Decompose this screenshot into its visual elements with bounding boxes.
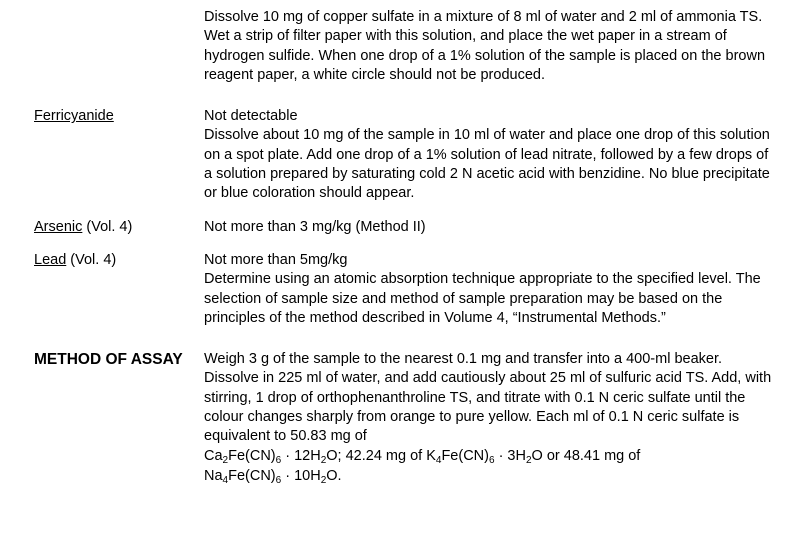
spacer	[34, 204, 776, 218]
entry-method-of-assay	[34, 350, 776, 487]
formula-line-1	[204, 447, 776, 467]
entry-ferricyanide	[34, 107, 776, 203]
formula-part: · 10H	[281, 467, 321, 484]
spacer	[34, 85, 776, 107]
entry-line: Not detectable	[204, 108, 298, 125]
formula-part: · 12H	[281, 447, 321, 464]
formula-line-2	[204, 467, 776, 487]
intro-paragraph-block	[204, 8, 776, 85]
entry-label-method-of-assay	[34, 350, 204, 369]
formula-part: Fe(CN)	[228, 467, 276, 484]
formula-subscript: 4	[435, 454, 442, 466]
entry-label-text: METHOD OF ASSAY	[34, 351, 183, 369]
entry-body-method-of-assay	[204, 350, 776, 487]
spacer	[34, 237, 776, 251]
formula-subscript: 6	[275, 474, 282, 486]
entry-lead	[34, 251, 776, 328]
formula-subscript: 2	[320, 454, 327, 466]
entry-label-suffix: (Vol. 4)	[82, 218, 133, 235]
entry-line: Weigh 3 g of the sample to the nearest 0.1 mg and transfer into a 400-ml beaker. Dissolve in 225 ml of water, and add cautiously about 25 ml of sulfuric acid TS. Add, with stirring, 1 drop of orthophenanthroline TS, and titrate with 0.1 N ceric sulfate until the colour changes sharply from orange to pure yellow. Each ml of 0.1 N ceric sulfate is equivalent to 50.83 mg of	[204, 351, 772, 445]
formula-subscript: 2	[525, 454, 532, 466]
entry-body-ferricyanide	[204, 107, 776, 203]
entry-label-text: Arsenic	[34, 218, 83, 235]
formula-subscript: 6	[275, 454, 282, 466]
entry-label-ferricyanide	[34, 107, 204, 126]
formula-subscript: 2	[320, 474, 327, 486]
formula-part: Fe(CN)	[441, 447, 489, 464]
formula-part: Na	[204, 467, 223, 484]
entry-line: Not more than 3 mg/kg (Method II)	[204, 218, 426, 235]
formula-part: O or 48.41 mg of	[531, 447, 641, 464]
entry-body-lead	[204, 251, 776, 328]
entry-line: Dissolve about 10 mg of the sample in 10 ml of water and place one drop of this solution on a spot plate. Add one drop of a 1% solution of lead nitrate, followed by a few drops of a solution prepared by saturating cold 2 N acetic acid with benzidine. No blue precipitate or blue coloration should appear.	[204, 127, 770, 202]
entry-line: Not more than 5mg/kg	[204, 251, 348, 268]
formula-part: Ca	[204, 447, 223, 464]
entry-label-suffix: (Vol. 4)	[66, 251, 117, 268]
formula-subscript: 6	[488, 454, 495, 466]
entry-label-lead	[34, 251, 204, 270]
entry-label-arsenic	[34, 218, 204, 237]
formula-part: O.	[326, 467, 342, 484]
entry-label-text: Lead	[34, 251, 67, 268]
intro-paragraph: Dissolve 10 mg of copper sulfate in a mixture of 8 ml of water and 2 ml of ammonia TS. Wet a strip of filter paper with this solution, and place the wet paper in a stream of hydrogen sulfide. When one drop of a 1% solution of the sample is placed on the brown reagent paper, a white circle should not be produced.	[204, 9, 766, 83]
entry-body-arsenic	[204, 218, 776, 237]
formula-part: O; 42.24 mg of K	[326, 447, 436, 464]
formula-part: Fe(CN)	[228, 447, 276, 464]
formula-part: · 3H	[494, 447, 526, 464]
entry-line: Determine using an atomic absorption technique appropriate to the specified level. The selection of sample size and method of sample preparation may be based on the principles of the method described in Volume 4, “Instrumental Methods.”	[204, 271, 761, 326]
formula-subscript: 2	[222, 454, 229, 466]
formula-subscript: 4	[222, 474, 229, 486]
entry-label-text: Ferricyanide	[34, 108, 114, 125]
spacer	[34, 328, 776, 350]
entry-arsenic	[34, 218, 776, 237]
